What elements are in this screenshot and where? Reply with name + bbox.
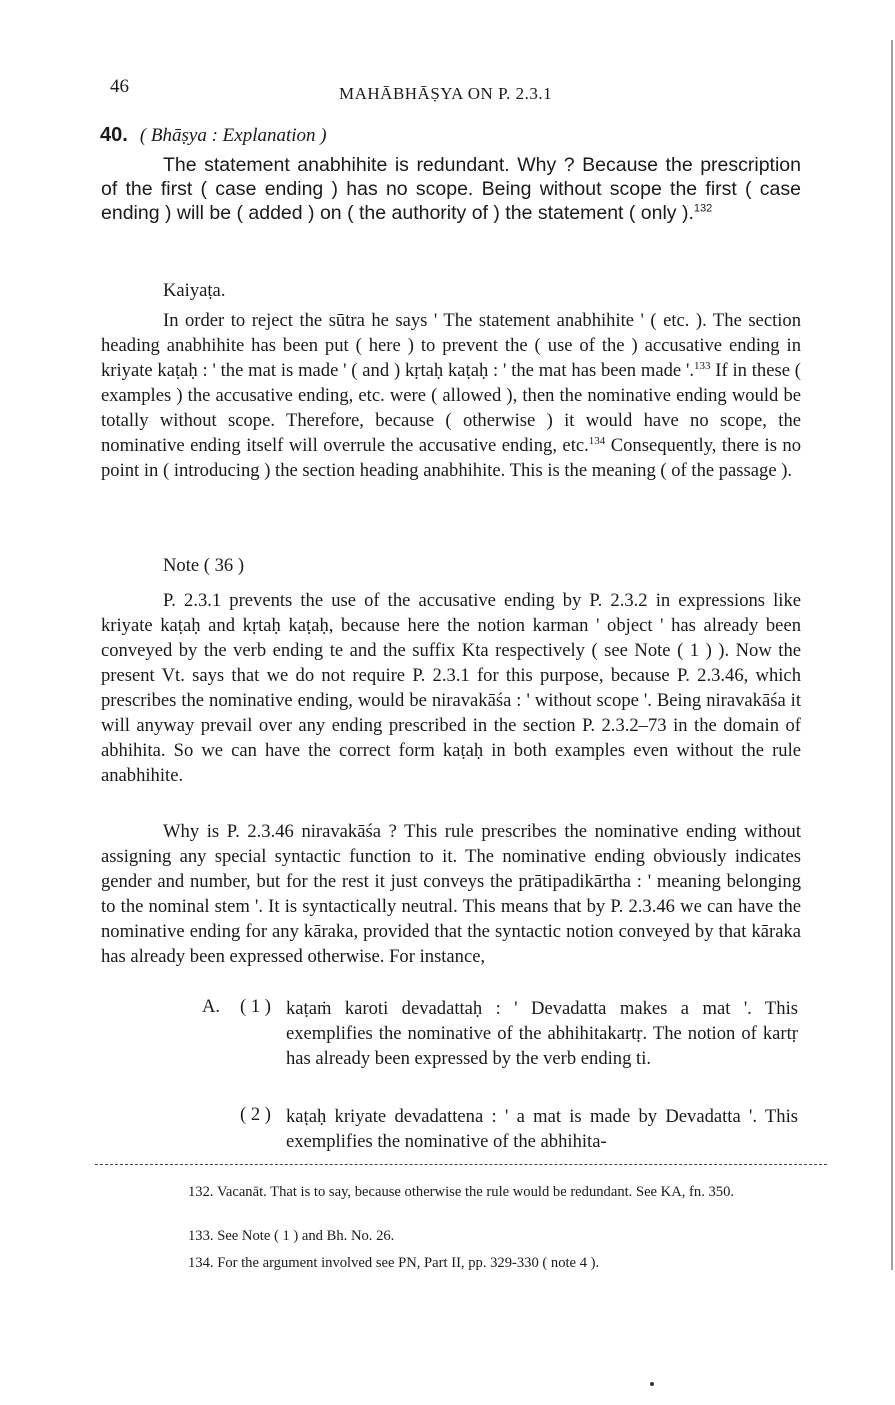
example-1-number: ( 1 )	[240, 996, 271, 1017]
footnote-number: 133.	[188, 1228, 214, 1244]
section-number: 40.	[100, 124, 128, 146]
footnote-ref-132: 132	[693, 202, 713, 215]
example-group-label: A.	[202, 996, 221, 1017]
kaiyata-label: Kaiyaṭa.	[163, 280, 226, 301]
footnote-ref-133: 133	[693, 359, 711, 372]
print-speck	[650, 1382, 654, 1386]
footnote-132	[95, 1181, 827, 1203]
kaiyata-text-2: If in these ( examples ) the accusative ending, etc. were ( allowed ), then the nominative ending would be totally without scope. Therefore, because ( otherwise ) it would have no scope, the nominative ending itself will overrule the accusative ending, etc.	[101, 360, 801, 456]
example-2-text: kaṭaḥ kriyate devadattena : ' a mat is made by Devadatta '. This exemplifies the nominative of the abhihita-	[286, 1106, 798, 1152]
kaiyata-text: In order to reject the sūtra he says ' The statement anabhihite ' ( etc. ). The section heading anabhihite has been put ( here ) to prevent the ( use of the ) accusative ending in kriyate kaṭaḥ : ' the mat is made ' ( and ) kṛtaḥ kaṭaḥ : ' the mat has been made '.	[101, 310, 801, 381]
bhasya-paragraph	[101, 153, 801, 225]
footnote-number: 134.	[188, 1255, 214, 1271]
running-head: MAHĀBHĀṢYA ON P. 2.3.1	[339, 84, 553, 103]
kaiyata-text-3: Consequently, there is no point in ( introducing ) the section heading anabhihite. This is the meaning ( of the passage ).	[101, 435, 801, 481]
section-title: ( Bhāṣya : Explanation )	[139, 125, 327, 146]
page-edge-shadow	[885, 40, 893, 1270]
footnote-rule	[95, 1164, 827, 1165]
footnote-text: For the argument involved see PN, Part II, pp. 329-330 ( note 4 ).	[217, 1255, 600, 1271]
note-label: Note ( 36 )	[163, 555, 245, 576]
footnote-text: Vacanāt. That is to say, because otherwise the rule would be redundant. See KA, fn. 350.	[216, 1184, 735, 1200]
note-paragraph-1: P. 2.3.1 prevents the use of the accusative ending by P. 2.3.2 in expressions like kriyate kaṭaḥ and kṛtaḥ kaṭaḥ, because here the notion karman ' object ' has already been conveyed by the verb ending te and the suffix Kta respectively ( see Note ( 1 ) ). Now the present Vt. says that we do not require P. 2.3.1 for this purpose, because P. 2.3.46, which prescribes the nominative ending, would be niravakāśa : ' without scope '. Being niravakāśa it will anyway prevail over any ending prescribed in the section P. 2.3.2–73 in the domain of abhihita. So we can have the correct form kaṭaḥ in both examples even without the rule anabhihite.	[101, 590, 801, 786]
section-heading	[100, 124, 327, 147]
footnote-ref-134: 134	[588, 434, 606, 447]
example-1-text: kaṭaṁ karoti devadattaḥ : ' Devadatta makes a mat '. This exemplifies the nominative of the abhihitakartṛ. The notion of kartṛ has already been expressed by the verb ending ti.	[286, 998, 798, 1069]
note-paragraph-2: Why is P. 2.3.46 niravakāśa ? This rule prescribes the nominative ending without assigning any special syntactic function to it. The nominative ending obviously indicates gender and number, but for the rest it just conveys the prātipadikārtha : ' meaning belonging to the nominal stem '. It is syntactically neutral. This means that by P. 2.3.46 we can have the nominative ending for any kāraka, provided that the syntactic notion conveyed by that kāraka has already been expressed otherwise. For instance,	[101, 821, 801, 967]
page-number: 46	[110, 76, 129, 97]
kaiyata-paragraph	[101, 308, 801, 483]
footnote-133	[188, 1225, 828, 1247]
footnote-134	[188, 1252, 828, 1274]
footnote-number: 132.	[188, 1184, 214, 1200]
footnote-text: See Note ( 1 ) and Bh. No. 26.	[217, 1228, 395, 1244]
bhasya-text: The statement anabhihite is redundant. Why ? Because the prescription of the first ( case ending ) has no scope. Being without scope the first ( case ending ) will be ( added ) on ( the authority of ) the statement ( only ).	[101, 154, 801, 224]
example-2-number: ( 2 )	[240, 1104, 271, 1125]
